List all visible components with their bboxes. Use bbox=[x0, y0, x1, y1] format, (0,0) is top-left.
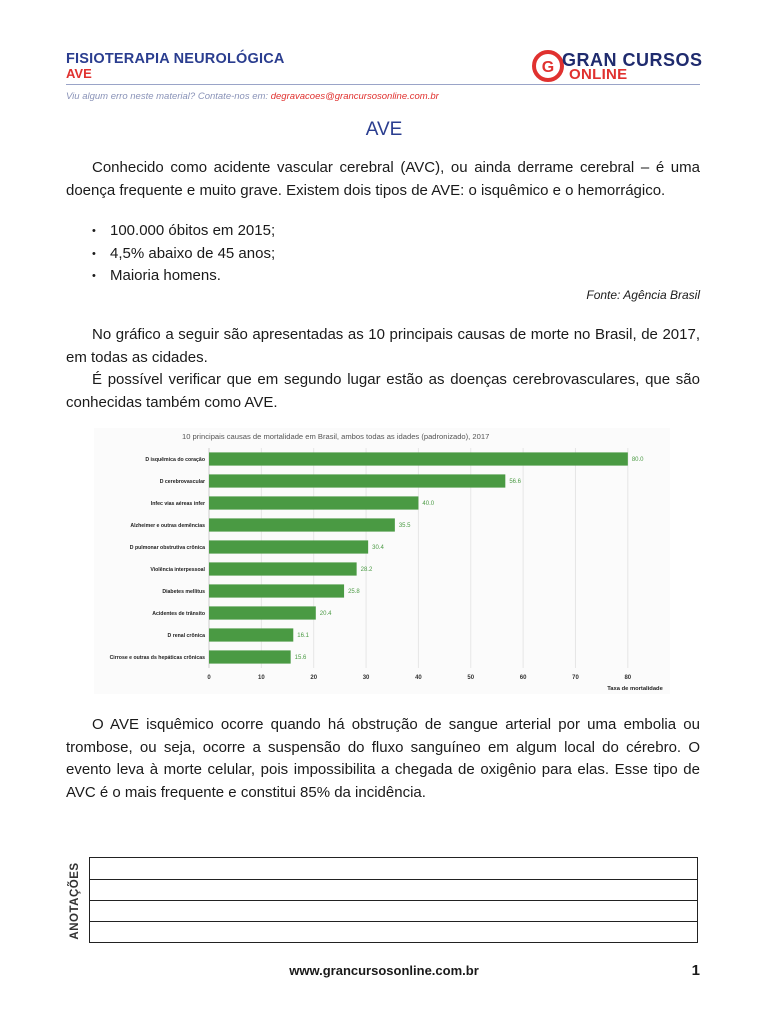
avc-ranking-paragraph: É possível verificar que em segundo lugar estão as doenças cerebrovasculares, que são conhecidas também como AVE. bbox=[66, 371, 700, 411]
data-label: 15.6 bbox=[294, 655, 307, 661]
notes-line bbox=[90, 900, 697, 901]
notes-label-text: ANOTAÇÕES bbox=[69, 862, 81, 940]
ischemic-paragraph: O AVE isquêmico ocorre quando há obstrução de sangue arterial por uma embolia ou trombose, ou seja, ocorre a suspensão do fluxo sanguíneo em algum local do cérebro. O evento leva à morte celular, pois impossibilita a chegada de oxigênio para elas. Esse tipo de AVC é o mais frequente e constitui 85% da incidência. bbox=[66, 716, 700, 801]
category-label: Alzheimer e outras demências bbox=[130, 523, 205, 529]
x-tick-label: 0 bbox=[207, 675, 211, 681]
category-label: Infec vias aéreas infer bbox=[150, 501, 205, 507]
notes-box[interactable] bbox=[89, 857, 698, 943]
facts-list bbox=[92, 220, 275, 288]
chart-bar bbox=[209, 474, 505, 487]
chart-bar bbox=[209, 518, 395, 531]
x-tick-label: 50 bbox=[467, 675, 475, 681]
list-item: • 4,5% abaixo de 45 anos; bbox=[92, 243, 275, 266]
data-label: 25.8 bbox=[348, 589, 360, 595]
category-label: D isquêmica do coração bbox=[145, 457, 205, 463]
chart-intro-paragraph: No gráfico a seguir são apresentadas as 10 principais causas de morte no Brasil, de 2017, em todas as cidades. bbox=[66, 326, 700, 366]
chart-bar bbox=[209, 452, 628, 465]
chart-bar bbox=[209, 540, 368, 553]
category-label: Violência interpessoal bbox=[150, 567, 205, 573]
x-tick-label: 20 bbox=[310, 675, 318, 681]
course-topic: AVE bbox=[66, 66, 92, 81]
category-label: D cerebrovascular bbox=[159, 479, 205, 485]
page-number: 1 bbox=[691, 962, 700, 979]
contact-email-link[interactable]: degravacoes@grancursosonline.com.br bbox=[270, 91, 439, 102]
data-label: 40.0 bbox=[422, 501, 435, 507]
contact-notice bbox=[66, 91, 439, 102]
mortality-chart-svg bbox=[94, 428, 670, 694]
list-item: • 100.000 óbitos em 2015; bbox=[92, 220, 275, 243]
contact-prefix: Viu algum erro neste material? Contate-nos em: bbox=[66, 91, 271, 102]
x-tick-label: 10 bbox=[258, 675, 265, 681]
category-label: Cirrose e outras ds hepáticas crônicas bbox=[109, 655, 205, 661]
chart-bar bbox=[209, 562, 357, 575]
data-label: 20.4 bbox=[319, 611, 332, 617]
logo-text-main: GRAN CURSOS bbox=[562, 50, 703, 70]
logo-letter: G bbox=[541, 59, 555, 76]
header-divider bbox=[66, 84, 700, 85]
chart-bar bbox=[209, 584, 344, 597]
x-tick-label: 60 bbox=[519, 675, 527, 681]
category-label: Diabetes mellitus bbox=[162, 589, 205, 595]
notes-line bbox=[90, 921, 697, 922]
category-label: D renal crônica bbox=[167, 633, 205, 639]
data-label: 56.6 bbox=[509, 479, 522, 485]
x-axis-title: Taxa de mortalidade bbox=[607, 686, 663, 692]
x-tick-label: 40 bbox=[415, 675, 422, 681]
notes-line bbox=[90, 879, 697, 880]
mortality-chart bbox=[94, 428, 670, 694]
gran-cursos-logo[interactable] bbox=[532, 49, 702, 83]
chart-bar bbox=[209, 650, 291, 663]
data-label: 35.5 bbox=[398, 523, 411, 529]
logo-mark-icon bbox=[532, 49, 566, 83]
chart-bar bbox=[209, 628, 293, 641]
chart-title: 10 principais causas de mortalidade em Brasil, ambos todas as idades (padronizado), 2017 bbox=[182, 432, 490, 441]
footer-url-link[interactable]: www.grancursosonline.com.br bbox=[289, 963, 479, 978]
x-tick-label: 70 bbox=[572, 675, 579, 681]
list-item: • Maioria homens. bbox=[92, 265, 275, 288]
category-label: D pulmonar obstrutiva crônica bbox=[129, 545, 205, 551]
logo-text-sub: ONLINE bbox=[569, 66, 628, 83]
data-label: 80.0 bbox=[631, 457, 644, 463]
x-tick-label: 30 bbox=[362, 675, 370, 681]
source-credit: Fonte: Agência Brasil bbox=[586, 288, 700, 302]
data-label: 28.2 bbox=[360, 567, 373, 573]
data-label: 30.4 bbox=[372, 545, 384, 551]
page-title: AVE bbox=[365, 119, 403, 140]
chart-bar bbox=[209, 606, 316, 619]
intro-paragraph: Conhecido como acidente vascular cerebral (AVC), ou ainda derrame cerebral – é uma doença frequente e muito grave. Existem dois tipos de AVE: o isquêmico e o hemorrágico. bbox=[66, 159, 700, 199]
chart-bar bbox=[209, 496, 418, 509]
notes-label bbox=[58, 862, 92, 940]
data-label: 16.1 bbox=[297, 633, 309, 639]
course-title: FISIOTERAPIA NEUROLÓGICA bbox=[66, 51, 285, 67]
category-label: Acidentes de trânsito bbox=[152, 611, 205, 617]
x-tick-label: 80 bbox=[624, 675, 632, 681]
